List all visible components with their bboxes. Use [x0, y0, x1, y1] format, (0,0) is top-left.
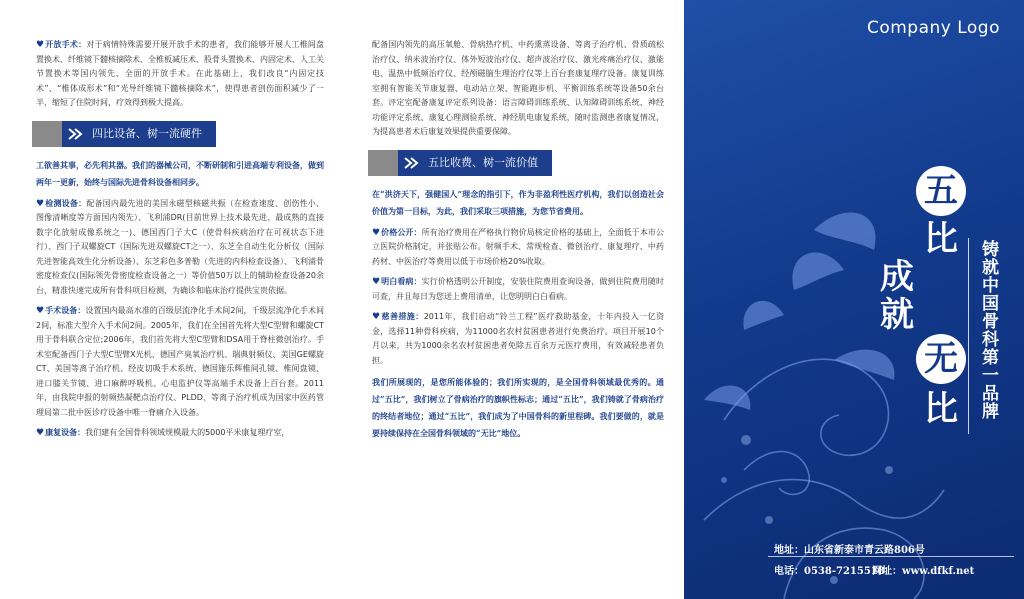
banner-equipment-title: 四比设备、树一流硬件: [88, 121, 216, 147]
title-char-cheng: 成: [880, 257, 914, 297]
paragraph-testing-equipment: [36, 197, 324, 299]
address-text: 地址：山东省新泰市青云路806号: [774, 545, 925, 556]
heart-icon: ♥: [372, 312, 381, 322]
banner-fees-title: 五比收费、树一流价值: [424, 150, 552, 176]
lead-testing-equipment: 检测设备：: [45, 198, 87, 208]
paragraph-charity: [372, 310, 664, 368]
lead-price-public: 价格公开：: [381, 227, 422, 237]
paragraph-open-surgery: [36, 38, 324, 111]
paragraph-rehab-equipment: [36, 426, 324, 441]
banner-grey-block: [368, 150, 398, 176]
heart-icon: ♥: [372, 227, 381, 238]
banner-equipment: [32, 121, 324, 147]
company-logo: Company Logo: [866, 18, 1000, 38]
paragraph-surgical-equipment: [36, 304, 324, 420]
title-char-bi-1: 比: [924, 219, 958, 259]
subtitle-vertical: 铸就中国骨科第一品牌: [978, 240, 998, 420]
title-char-wu: 五: [916, 166, 966, 216]
title-char-bi-2: 比: [924, 389, 958, 429]
left-column: [0, 0, 342, 599]
text-testing-equipment: 配备国内最先进的美国永磁型核磁共振（在检查速度、创伤性小、图像清晰度等方面国内领先）、飞利浦DR(目前世界上技术最先进、最成熟的直接数字化放射成像系统之一)、德国西门子大C（使骨科疾病治疗在可视状态下进行）、西门子双螺旋CT（国际先进双螺旋CT之一）、东芝全自动生化分析仪（国际先进智能高效生化分析设备）、东芝彩色多普勒（先进的内科检查设备）、飞利浦骨密度检查仪(国际领先骨密度检查设备之一）等价值50万以上的辅助检查设备20余台，精准快速完成所有骨科项目检测，为确诊和临床治疗提供宝贵依据。: [36, 198, 325, 295]
double-chevron-icon: [62, 121, 88, 147]
cover-panel: [684, 0, 1024, 599]
title-divider-line: [968, 238, 969, 434]
lead-clear-treatment: 明白看病：: [381, 277, 422, 286]
floral-swirl-icon: [684, 0, 1024, 599]
text-open-surgery: 对于病情特殊需要开展开放手术的患者，我们能够开展人工椎间盘置换术、纤维镜下髓核摘除术、全椎板减压术、股骨头置换术、内固定术、人工关节置换术等国内领先、全面的开放手术。在此基础上，我们改良“内固定技术”、“椎体成形术”和“光导纤维镜下髓核摘除术”，使得患者创伤面积减少了一半，缩短了住院时间，疗效得到极大提高。: [36, 40, 325, 107]
paragraph-rehab-continued: 配备国内领先的高压氧舱、骨病热疗机、中药熏蒸设备、等离子治疗机、骨质疏松治疗仪、纳米波治疗仪、体外短波治疗仪、超声波治疗仪、激光疼痛治疗仪、激能电、温热中低频治疗仪、经颅磁脑生理治疗仪等上百台套康复理疗设备。康复训练室拥有智能关节康复器、电动站立架、智能跑步机、平衡训练系统等设备50余台套。评定室配备康复评定系列设备：语言障碍训练系统、认知障碍训练系统、神经功能评定系统、康复心理测验系统、神经肌电康复系统，随时监测患者康复情况，为提高患者术后康复效果提供重要保障。: [372, 40, 664, 136]
text-clear-treatment: 实行价格透明公开制度，安装住院费用查询设备，做到住院费用随时可查，并且每日为您送上费用清单，让您明明白白看病。: [372, 277, 664, 301]
heart-icon: ♥: [36, 198, 45, 209]
paragraph-clear-treatment: [372, 275, 664, 304]
title-char-jiu: 就: [880, 295, 914, 335]
text-surgical-equipment: 设置国内最高水准的百级层流净化手术间2间，千级层流净化手术间2间，标准大型介入手术间2间。2005年，我们在全国首先将大型C型臂和螺旋CT用于骨科联合定位;2006年，我们首先将大型C型臂和DSA用于脊柱微创治疗。手术室配备西门子大型C型臂X光机、德国产臭氧治疗机、瑞典射频仪、美国GE螺旋CT、美国等离子治疗机、经皮切吸手术系统、德国施乐辉椎间孔镜、椎间盘镜、进口膝关节镜、进口麻醉呼吸机、心电监护仪等高端手术设备上百台套。2011年，由我院申报的射频热凝靶点治疗仪、PLDD、等离子治疗机成为国家中医药管理局第二批中医诊疗设备中唯一脊痛介入设备。: [36, 306, 324, 417]
middle-column: [342, 0, 684, 599]
heart-icon: ♥: [36, 40, 45, 50]
title-char-wu-2: 无: [916, 334, 966, 384]
text-rehab-equipment: 我们建有全国骨科领域规模最大的5000平米康复理疗室，: [85, 428, 290, 437]
text-price-public: 所有治疗费用在严格执行物价局核定价格的基础上，全面低于本市公立医院价格制定，并张贴公布。射频手术、常规检查、微创治疗、康复理疗、中药药材、中医治疗等费用以低于市场价格20%收取。: [372, 227, 664, 266]
lead-charity: 慈善措施：: [381, 312, 424, 321]
lead-open-surgery: 开放手术：: [45, 40, 87, 49]
phone-text: 电话：0538-7215518: [774, 566, 885, 577]
paragraph-price-public: [372, 226, 664, 270]
slogan-fees: 在“洪济天下，强健国人”理念的指引下，作为非盈利性医疗机构，我们以创造社会价值为第一目标，为此，我们采取三项措施，为您节省费用。: [372, 188, 664, 216]
heart-icon: ♥: [36, 306, 45, 316]
banner-fees: [368, 150, 664, 176]
lead-rehab-equipment: 康复设备：: [45, 428, 86, 437]
closing-statement: 我们所展现的，是您所能体验的；我们所实现的，是全国骨科领域最优秀的。通过“五比”，我们树立了骨病治疗的旗帜性标志；通过“五比”，我们铸就了骨病治疗的终结者地位；通过“五比”，我们成为了中国骨科的新里程碑。我们要做的，就是要持续保持在全国骨科领域的“无比”地位。: [372, 377, 664, 438]
banner-grey-block: [32, 121, 62, 147]
text-charity: 2011年，我们启动“铃兰工程”医疗救助基金，十年内投入一亿资金，选择11种骨科疾病，为11000名农村贫困患者进行免费治疗。项目开展10个月以来，共为1000余名农村贫困患者免除五百余万元医疗费用，有效减轻患者负担。: [372, 312, 665, 365]
double-chevron-icon: [398, 150, 424, 176]
slogan-equipment: 工欲善其事，必先利其器。我们的器械公司，不断研制和引进高端专利设备，做到两年一更新，始终与国际先进骨科设备相同步。: [36, 159, 324, 187]
lead-surgical-equipment: 手术设备：: [45, 306, 86, 315]
heart-icon: ♥: [36, 428, 45, 438]
heart-icon: ♥: [372, 277, 381, 287]
website-text: 网址：www.dfkf.net: [872, 566, 975, 577]
contact-divider: [768, 556, 1014, 557]
